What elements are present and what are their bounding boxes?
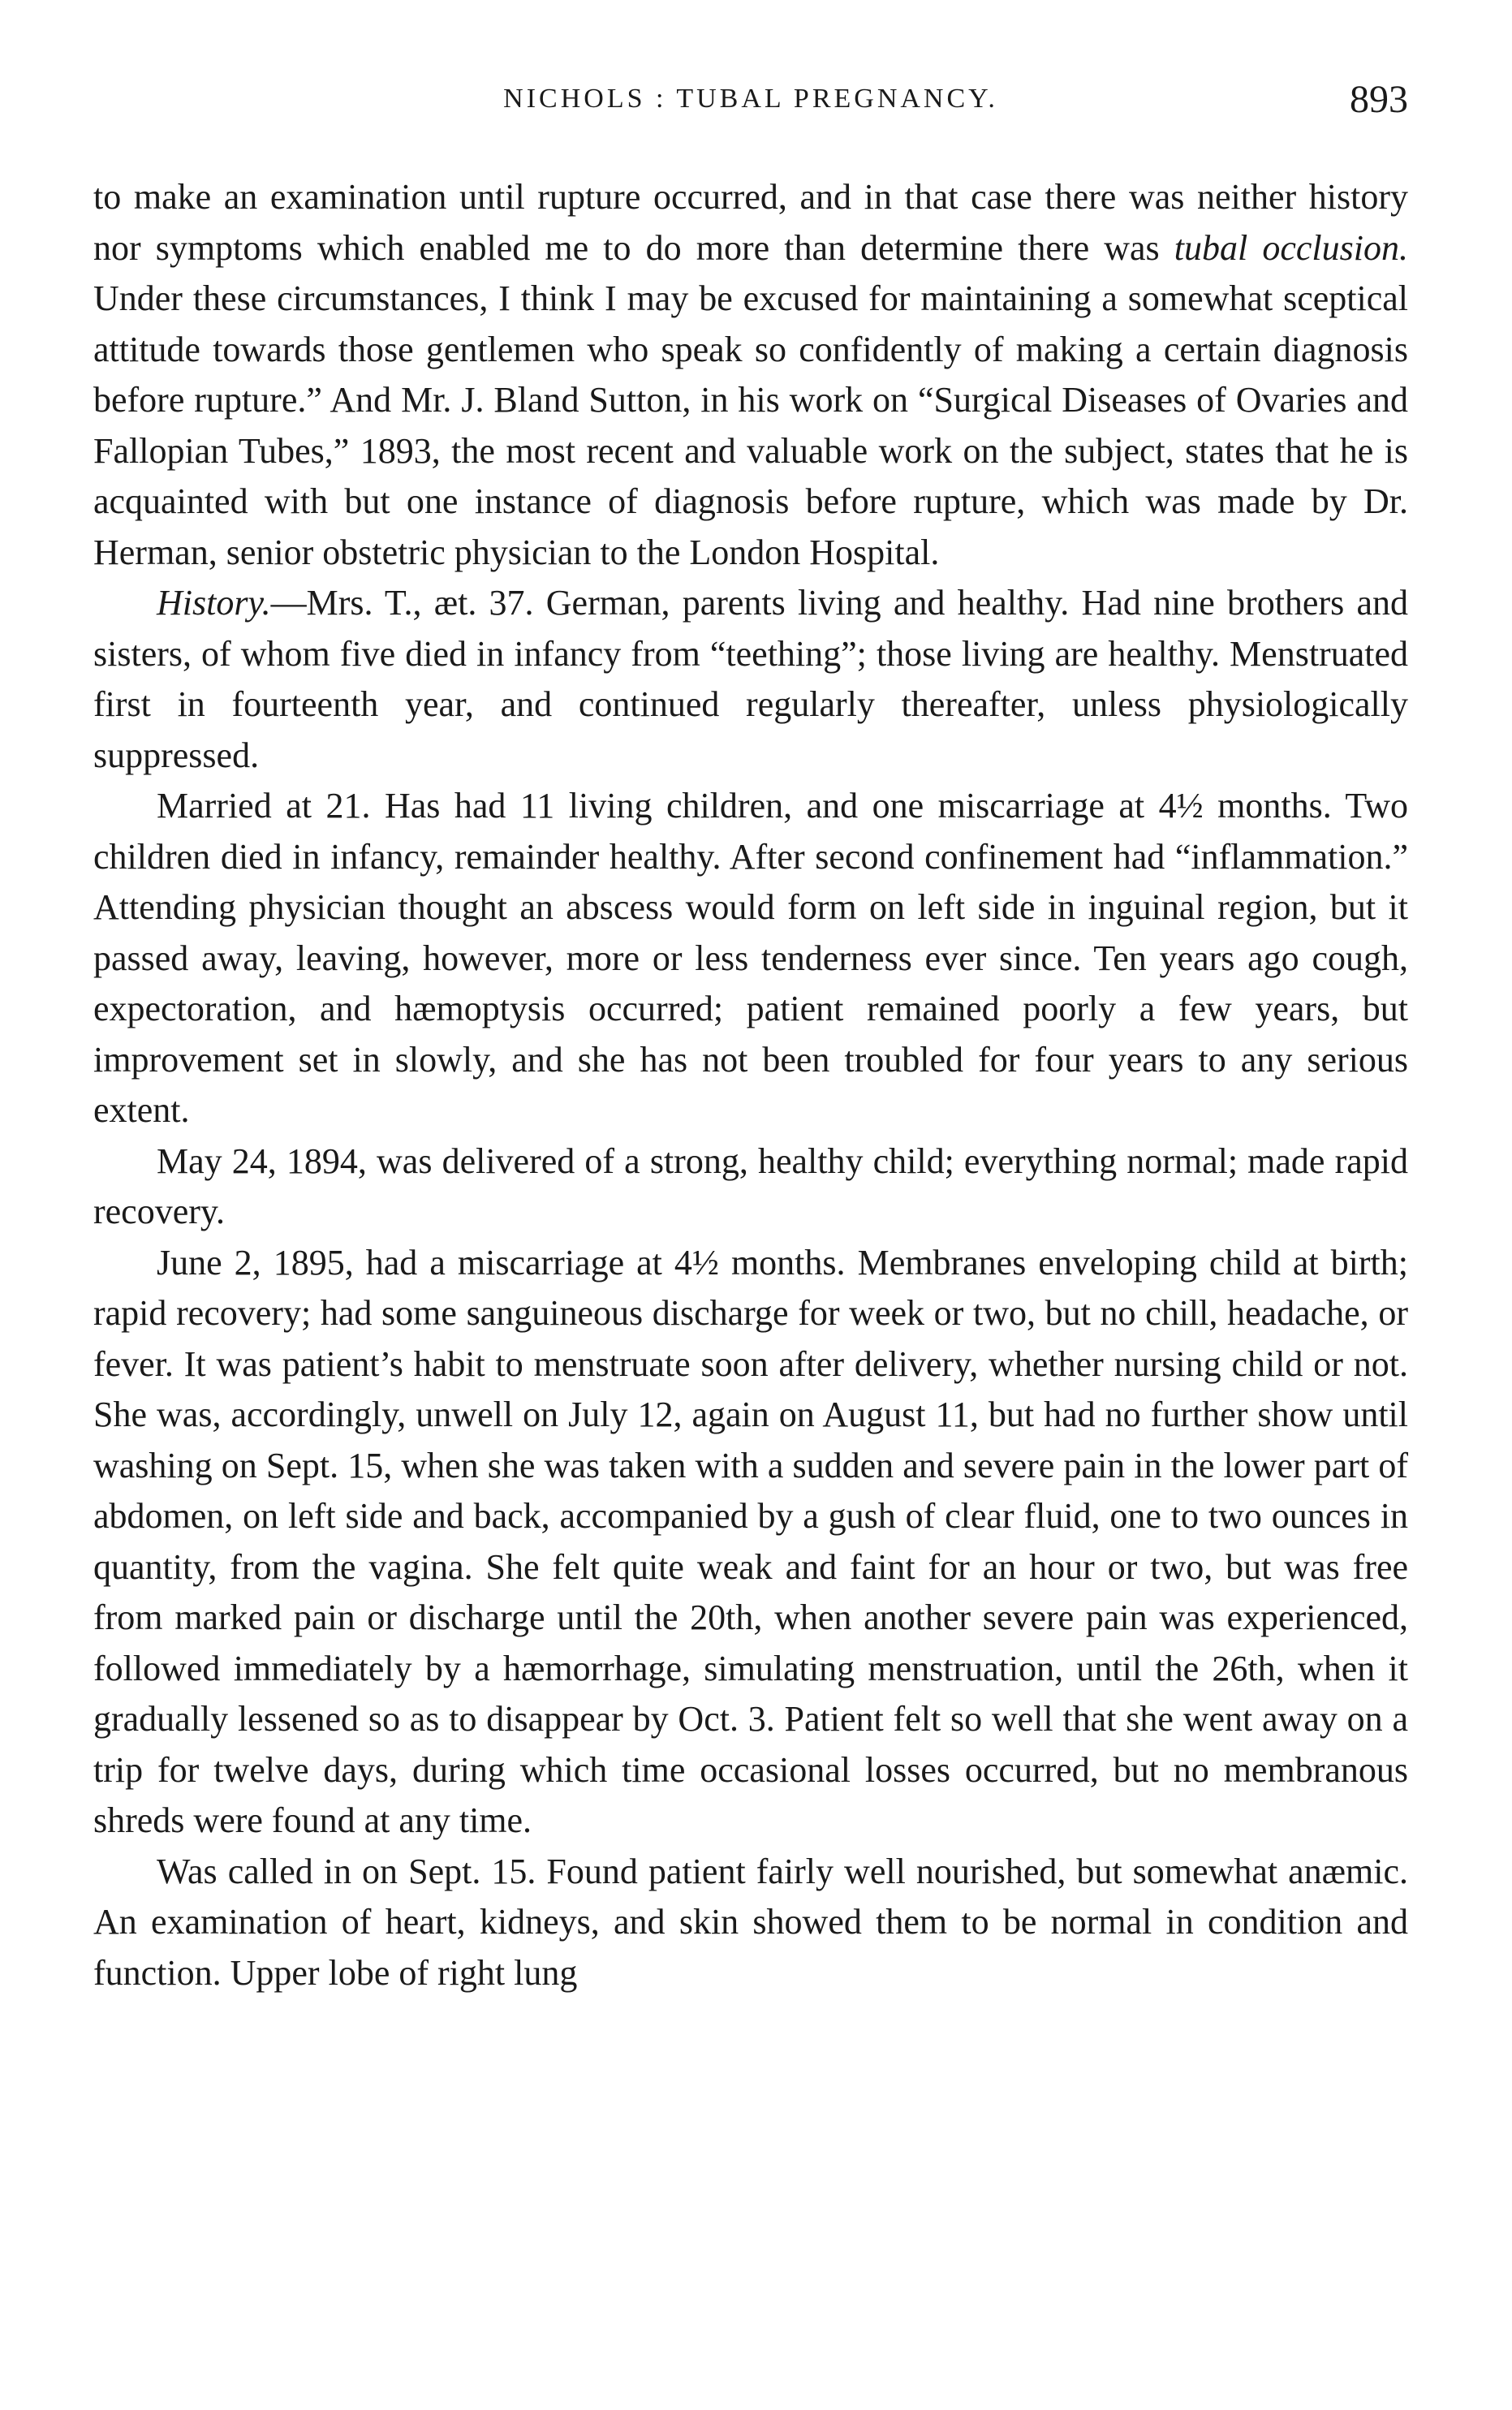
body-text xyxy=(93,172,1408,1998)
running-title: NICHOLS : TUBAL PREGNANCY. xyxy=(503,84,998,114)
section-heading-history: History. xyxy=(157,583,271,623)
paragraph-may-1894: May 24, 1894, was delivered of a strong, healthy child; everything normal; made rapid recovery. xyxy=(93,1140,1408,1231)
page-header xyxy=(93,77,1408,134)
paragraph-june-1895: June 2, 1895, had a miscarriage at 4½ months. Membranes enveloping child at birth; rapid recovery; had some sanguineous discharge for week or two, but no chill, headache, or fever. It was patient’s habit to menstruate soon after delivery, whether nursing child or not. She was, accordingly, unwell on July 12, again on August 11, but had no further show until washing on Sept. 15, when she was taken with a sudden and severe pain in the lower part of abdomen, on left side and back, accompanied by a gush of clear fluid, one to two ounces in quantity, from the vagina. She felt quite weak and faint for an hour or two, but was free from marked pain or discharge until the 20th, when another severe pain was experienced, followed immediately by a hæmorrhage, simulating menstruation, until the 26th, when it gradually lessened so as to disappear by Oct. 3. Patient felt so well that she went away on a trip for twelve days, during which time occasional losses occurred, but no membranous shreds were found at any time. xyxy=(93,1242,1408,1840)
page-number: 893 xyxy=(1350,78,1408,121)
paragraph-history xyxy=(93,578,1408,781)
paragraph-text: to make an examination until rupture occurred, and in that case there was neither history nor symptoms which enabled me to do more than determine there was xyxy=(93,177,1408,268)
paragraph-text: —Mrs. T., æt. 37. German, parents living and healthy. Had nine brothers and sisters, of whom five died in infancy from “teething”; those living are healthy. Menstruated first in fourteenth year, and continued regularly thereafter, unless physiologically suppressed. xyxy=(93,583,1408,775)
paragraph-married: Married at 21. Has had 11 living children, and one miscarriage at 4½ months. Two children died in infancy, remainder healthy. After second confinement had “inflammation.” Attending physician thought an abscess would form on left side in inguinal region, but it passed away, leaving, however, more or less tenderness ever since. Ten years ago cough, expectoration, and hæmoptysis occurred; patient remained poorly a few years, but improvement set in slowly, and she has not been troubled for four years to any serious extent. xyxy=(93,786,1408,1130)
paragraph-examination: Was called in on Sept. 15. Found patient fairly well nourished, but somewhat anæmic. An examination of heart, kidneys, and skin showed them to be normal in condition and function. Upper lobe of right lung xyxy=(93,1851,1408,1993)
paragraph-continuation xyxy=(93,172,1408,578)
paragraph-text: Under these circumstances, I think I may be excused for maintaining a somewhat sceptical attitude towards those gentlemen who speak so confidently of making a certain diagnosis before rupture.” And Mr. J. Bland Sutton, in his work on “Surgical Diseases of Ovaries and Fallopian Tubes,” 1893, the most recent and valuable work on the subject, states that he is acquainted with but one instance of diagnosis before rupture, which was made by Dr. Herman, senior obstetric physician to the London Hospital. xyxy=(93,278,1408,572)
italic-term-tubal-occlusion: tubal occlusion. xyxy=(1174,227,1408,268)
